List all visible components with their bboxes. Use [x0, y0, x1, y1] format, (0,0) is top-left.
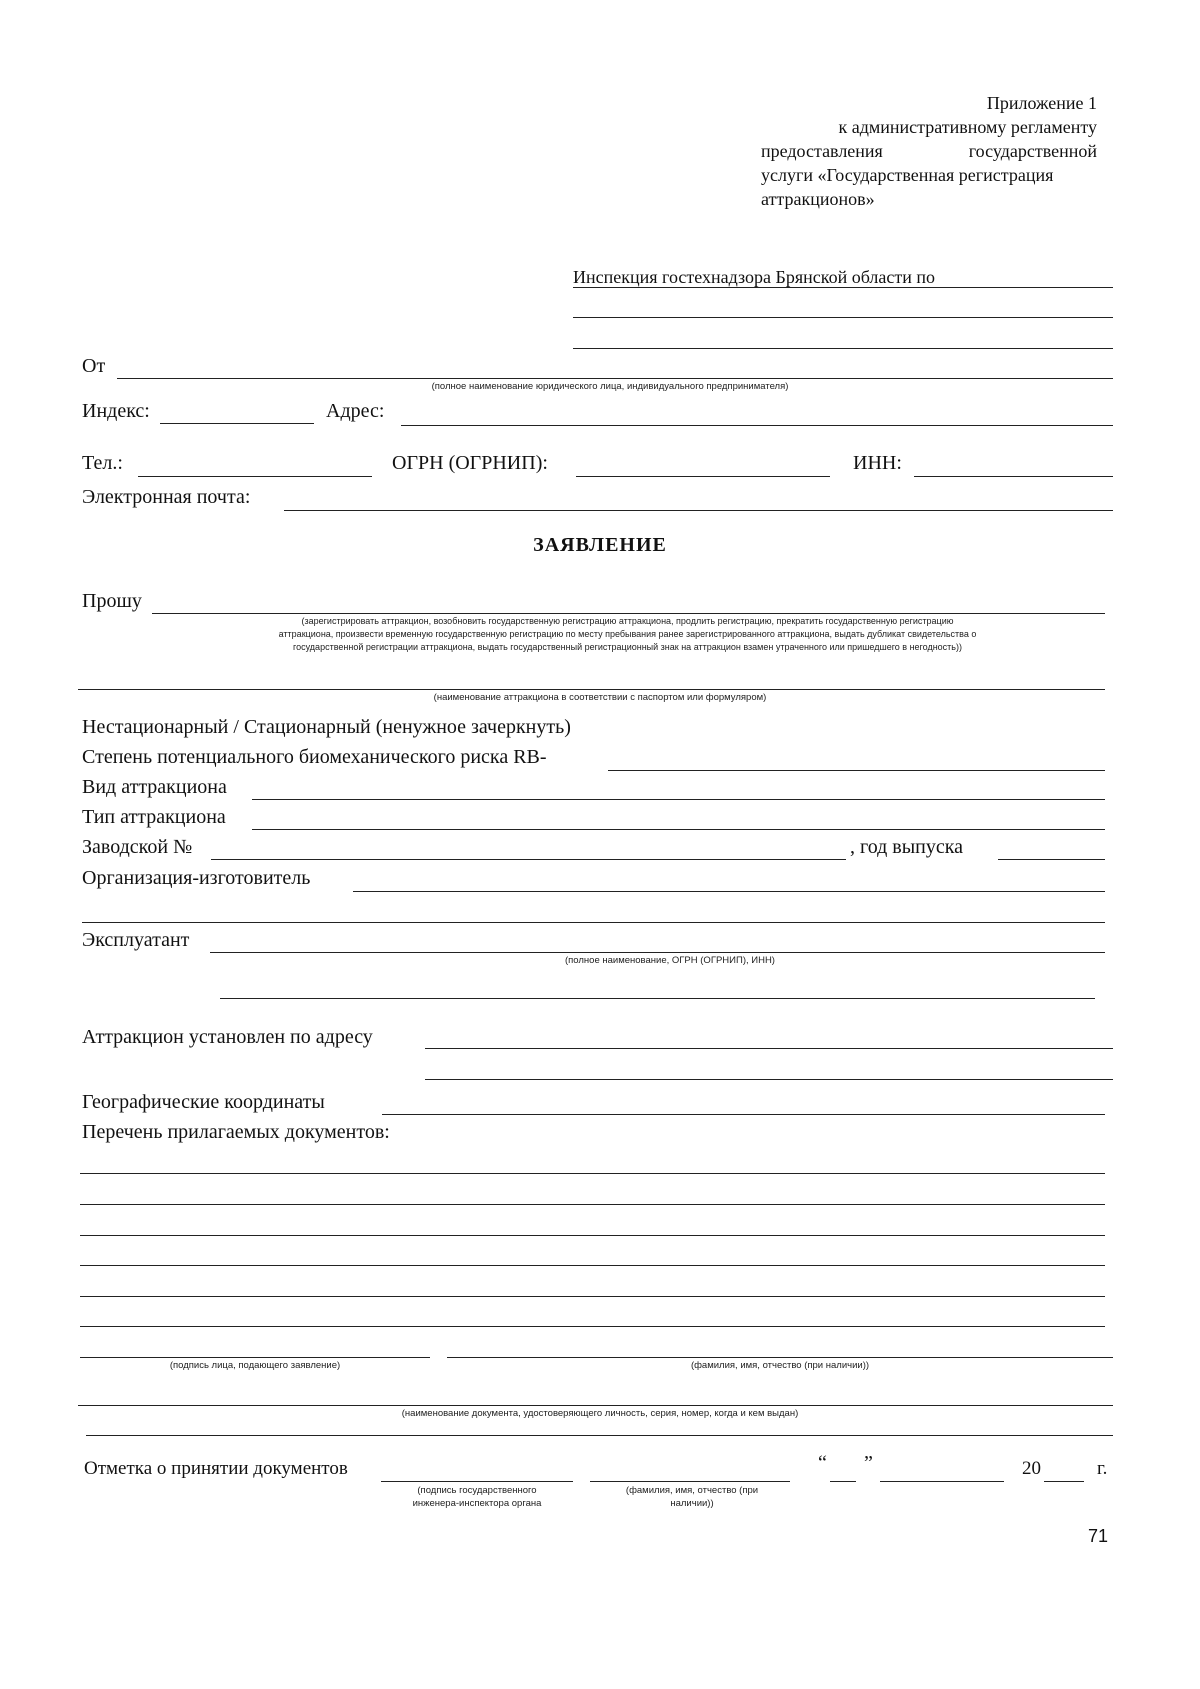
document-title: ЗАЯВЛЕНИЕ: [533, 534, 667, 556]
operator-field[interactable]: [210, 952, 1105, 953]
request-caption: [150, 615, 1105, 654]
applicant-name-caption: (фамилия, имя, отчество (при наличии)): [690, 1360, 870, 1371]
risk-label: Степень потенциального биомеханического риска RB-: [82, 746, 547, 768]
inspector-name-caption-1: (фамилия, имя, отчество (при: [625, 1485, 759, 1496]
appendix-line-1: Приложение 1: [986, 93, 1097, 113]
manufacturer-field[interactable]: [353, 891, 1105, 892]
index-label: Индекс:: [82, 400, 150, 422]
appendix-line-3a: предоставления: [761, 141, 883, 161]
from-label: От: [82, 355, 106, 377]
acceptance-label: Отметка о принятии документов: [84, 1458, 348, 1479]
inn-label: ИНН:: [853, 452, 902, 474]
stationary-label: Нестационарный / Стационарный (ненужное зачеркнуть): [82, 716, 571, 738]
appendix-line-4: услуги «Государственная регистрация: [761, 165, 1054, 185]
docs-label: Перечень прилагаемых документов:: [82, 1121, 390, 1143]
email-field[interactable]: [284, 510, 1113, 511]
email-label: Электронная почта:: [82, 486, 251, 508]
applicant-signature-field[interactable]: [80, 1357, 430, 1358]
kind-label: Вид аттракциона: [82, 776, 227, 798]
request-field[interactable]: [152, 613, 1105, 614]
operator-caption: (полное наименование, ОГРН (ОГРНИП), ИНН): [565, 955, 775, 966]
appendix-line-3: [761, 139, 1097, 163]
inspector-signature-caption-2: инженера-инспектора органа: [412, 1498, 542, 1509]
attraction-address-field[interactable]: [425, 1048, 1113, 1049]
addressee-line-1[interactable]: [573, 287, 1113, 288]
inn-field[interactable]: [914, 476, 1113, 477]
applicant-name-field[interactable]: [447, 1357, 1113, 1358]
quote-close: ”: [864, 1452, 873, 1474]
manufacturer-field-2[interactable]: [82, 922, 1105, 923]
year-label: , год выпуска: [850, 836, 964, 858]
inspector-name-field[interactable]: [590, 1481, 790, 1482]
id-document-field-2[interactable]: [86, 1435, 1113, 1436]
inspector-signature-field[interactable]: [381, 1481, 573, 1482]
applicant-signature-caption: (подпись лица, подающего заявление): [169, 1360, 341, 1371]
appendix-header: [761, 91, 1097, 211]
phone-label: Тел.:: [82, 452, 123, 474]
docs-line-2[interactable]: [80, 1204, 1105, 1205]
id-document-caption: (наименование документа, удостоверяющего личность, серия, номер, когда и кем выдан): [401, 1408, 799, 1419]
inspector-name-caption: [592, 1484, 792, 1510]
year-field[interactable]: [998, 859, 1105, 860]
coords-label: Географические координаты: [82, 1091, 325, 1113]
year-prefix: 20: [1022, 1458, 1041, 1479]
address-field[interactable]: [401, 425, 1113, 426]
addressee-text: Инспекция гостехнадзора Брянской области по: [573, 267, 936, 287]
appendix-line-5: аттракционов»: [761, 189, 875, 209]
docs-line-5[interactable]: [80, 1296, 1105, 1297]
attraction-address-label: Аттракцион установлен по адресу: [82, 1026, 373, 1048]
docs-line-4[interactable]: [80, 1265, 1105, 1266]
year-suffix: г.: [1097, 1458, 1108, 1479]
request-label: Прошу: [82, 590, 142, 612]
attraction-address-field-2[interactable]: [425, 1079, 1113, 1080]
quote-open: “: [818, 1452, 827, 1474]
ogrn-field[interactable]: [576, 476, 830, 477]
attraction-name-caption: (наименование аттракциона в соответствии с паспортом или формуляром): [433, 692, 767, 703]
addressee-line-2[interactable]: [573, 317, 1113, 318]
index-field[interactable]: [160, 423, 314, 424]
docs-line-3[interactable]: [80, 1235, 1105, 1236]
from-caption: (полное наименование юридического лица, индивидуального предпринимателя): [431, 381, 789, 392]
month-field[interactable]: [880, 1481, 1004, 1482]
docs-line-6[interactable]: [80, 1326, 1105, 1327]
appendix-line-2: к административному регламенту: [838, 117, 1097, 137]
coords-field[interactable]: [382, 1114, 1105, 1115]
manufacturer-label: Организация-изготовитель: [82, 867, 311, 889]
appendix-line-3b: государственной: [968, 141, 1097, 161]
type-field[interactable]: [252, 829, 1105, 830]
from-field[interactable]: [117, 378, 1113, 379]
attraction-name-field[interactable]: [78, 689, 1105, 690]
request-caption-line-1: (зарегистрировать аттракцион, возобновить государственную регистрацию аттракциона, продлить регистрацию, прекратить государственную регистрацию: [301, 616, 954, 626]
operator-field-2[interactable]: [220, 998, 1095, 999]
docs-line-1[interactable]: [80, 1173, 1105, 1174]
page-number: 71: [1088, 1526, 1109, 1546]
operator-label: Эксплуатант: [82, 929, 190, 951]
phone-field[interactable]: [138, 476, 372, 477]
serial-label: Заводской №: [82, 836, 193, 858]
day-field[interactable]: [830, 1481, 856, 1482]
request-caption-line-3: государственной регистрации аттракциона, выдать государственный регистрационный знак на аттракцион взамен утраченного или пришедшего в негодность)): [293, 642, 962, 652]
inspector-signature-caption-1: (подпись государственного: [417, 1485, 537, 1496]
kind-field[interactable]: [252, 799, 1105, 800]
id-document-field[interactable]: [78, 1405, 1113, 1406]
serial-field[interactable]: [211, 859, 846, 860]
request-caption-line-2: аттракциона, произвести временную государственную регистрацию по месту пребывания ранее зарегистрированного аттракциона, выдать дубликат свидетельства о: [278, 629, 977, 639]
address-label: Адрес:: [326, 400, 385, 422]
addressee-line-3[interactable]: [573, 348, 1113, 349]
inspector-name-caption-2: наличии)): [670, 1498, 714, 1509]
risk-field[interactable]: [608, 770, 1105, 771]
acceptance-year-field[interactable]: [1044, 1481, 1084, 1482]
ogrn-label: ОГРН (ОГРНИП):: [392, 452, 548, 474]
type-label: Тип аттракциона: [82, 806, 226, 828]
inspector-signature-caption: [372, 1484, 582, 1510]
